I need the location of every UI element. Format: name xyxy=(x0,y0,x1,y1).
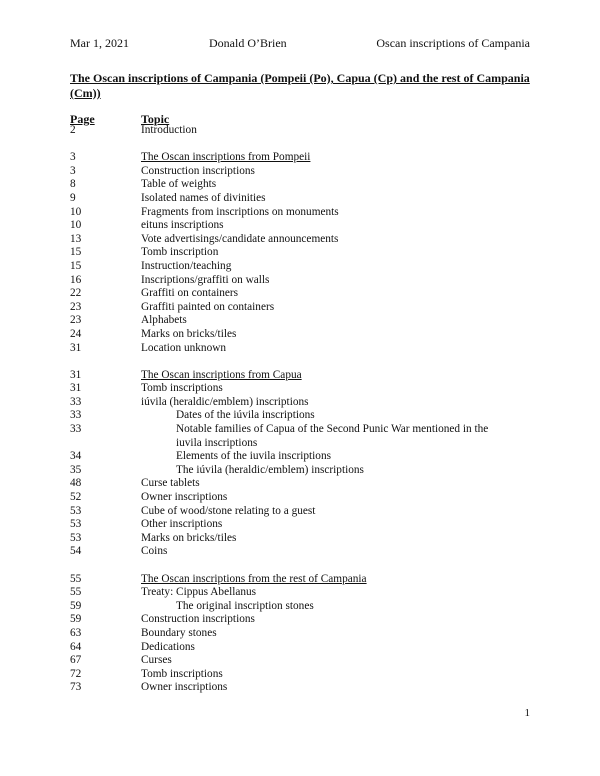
toc-page-number: 33 xyxy=(70,423,82,436)
document-title: The Oscan inscriptions of Campania (Pompeii (Po), Capua (Cp) and the rest of Campania (Cm)) xyxy=(70,71,530,100)
toc-row xyxy=(0,518,600,532)
toc-topic: Graffiti painted on containers xyxy=(141,300,275,313)
toc-page-number: 55 xyxy=(70,572,82,585)
toc-section-row xyxy=(0,573,600,587)
header-author: Donald O’Brien xyxy=(209,36,287,50)
toc-topic: Vote advertisings/candidate announcements xyxy=(141,232,339,245)
toc-topic: Fragments from inscriptions on monuments xyxy=(141,205,339,218)
toc-row xyxy=(0,233,600,247)
toc-page-number: 3 xyxy=(70,164,76,177)
toc-page-number: 23 xyxy=(70,300,82,313)
toc-page-number: 3 xyxy=(70,151,76,164)
toc-page-number: 72 xyxy=(70,667,82,680)
toc-row xyxy=(0,505,600,519)
toc-section-title: The Oscan inscriptions from Pompeii xyxy=(141,151,311,164)
toc-topic: Construction inscriptions xyxy=(141,613,255,626)
toc-row xyxy=(0,382,600,396)
toc-page-number: 22 xyxy=(70,287,82,300)
toc-page-number: 64 xyxy=(70,640,82,653)
toc-topic: The original inscription stones xyxy=(176,599,314,612)
toc-section-title: The Oscan inscriptions from Capua xyxy=(141,368,302,381)
toc-topic: Table of weights xyxy=(141,178,217,191)
page-number: 1 xyxy=(524,707,530,719)
toc-page-number: 9 xyxy=(70,191,76,204)
toc-page-number: 48 xyxy=(70,477,82,490)
toc-row xyxy=(0,328,600,342)
toc-topic: Dedications xyxy=(141,640,195,653)
toc-page-number: 31 xyxy=(70,382,82,395)
toc-row xyxy=(0,301,600,315)
toc-page-number: 24 xyxy=(70,327,82,340)
toc-topic: Other inscriptions xyxy=(141,518,223,531)
toc-page-number: 54 xyxy=(70,545,82,558)
toc-page-number: 59 xyxy=(70,599,82,612)
toc-page-number: 35 xyxy=(70,463,82,476)
toc-row xyxy=(0,532,600,546)
toc-row xyxy=(0,178,600,192)
toc-page-number: 52 xyxy=(70,491,82,504)
toc-row xyxy=(0,246,600,260)
toc-page-number: 63 xyxy=(70,626,82,639)
toc-topic: Location unknown xyxy=(141,341,227,354)
toc-page-number: 33 xyxy=(70,395,82,408)
toc-topic: Coins xyxy=(141,545,168,558)
toc-topic: Owner inscriptions xyxy=(141,491,228,504)
toc-page-number: 15 xyxy=(70,259,82,272)
toc-page-number: 2 xyxy=(70,124,76,136)
toc-topic: Marks on bricks/tiles xyxy=(141,327,237,340)
toc-page-number: 53 xyxy=(70,531,82,544)
toc-page-number: 67 xyxy=(70,654,82,667)
toc-row xyxy=(0,206,600,220)
toc-topic: Notable families of Capua of the Second Punic War mentioned in the iuvila inscriptions xyxy=(176,423,489,449)
toc-row xyxy=(0,600,600,614)
toc-row xyxy=(0,586,600,600)
toc-row xyxy=(0,396,600,410)
toc-row xyxy=(0,641,600,655)
toc-page-number: 23 xyxy=(70,314,82,327)
column-header-topic: Topic xyxy=(141,112,170,126)
toc-page-number: 16 xyxy=(70,273,82,286)
toc-row xyxy=(0,545,600,559)
toc-page-number: 73 xyxy=(70,681,82,694)
toc-row xyxy=(0,477,600,491)
toc-row xyxy=(0,124,600,138)
toc-topic: Cube of wood/stone relating to a guest xyxy=(141,504,316,517)
toc-topic: Construction inscriptions xyxy=(141,164,255,177)
toc-topic: Treaty: Cippus Abellanus xyxy=(141,586,257,599)
toc-page-number: 59 xyxy=(70,613,82,626)
toc-page-number: 33 xyxy=(70,409,82,422)
toc-row xyxy=(0,491,600,505)
toc-page-number: 31 xyxy=(70,341,82,354)
toc-topic: Curse tablets xyxy=(141,477,200,490)
toc-row xyxy=(0,274,600,288)
toc-row xyxy=(0,668,600,682)
toc-row xyxy=(0,627,600,641)
toc-topic: Marks on bricks/tiles xyxy=(141,531,237,544)
toc-row xyxy=(0,423,600,450)
toc-topic: Curses xyxy=(141,654,172,667)
toc-row xyxy=(0,165,600,179)
toc-page-number: 10 xyxy=(70,205,82,218)
toc-topic: Boundary stones xyxy=(141,626,217,639)
toc-page-number: 15 xyxy=(70,246,82,259)
toc-row xyxy=(0,450,600,464)
toc-topic: Tomb inscriptions xyxy=(141,667,223,680)
toc-section-row xyxy=(0,369,600,383)
toc-row xyxy=(0,681,600,695)
column-header-page: Page xyxy=(70,112,95,126)
toc-page-number: 10 xyxy=(70,219,82,232)
toc-page-number: 53 xyxy=(70,518,82,531)
toc-page-number: 8 xyxy=(70,178,76,191)
toc-row xyxy=(0,260,600,274)
toc-row xyxy=(0,409,600,423)
toc-topic: Alphabets xyxy=(141,314,187,327)
toc-section-row xyxy=(0,151,600,165)
toc-topic: Instruction/teaching xyxy=(141,259,232,272)
toc-topic: The iúvila (heraldic/emblem) inscriptions xyxy=(176,463,364,476)
toc-page-number: 55 xyxy=(70,586,82,599)
toc-topic: Isolated names of divinities xyxy=(141,191,266,204)
toc-row xyxy=(0,613,600,627)
toc-page-number: 31 xyxy=(70,368,82,381)
toc-row xyxy=(0,192,600,206)
toc-topic: Dates of the iúvila inscriptions xyxy=(176,409,315,422)
toc-topic: Elements of the iuvila inscriptions xyxy=(176,450,331,463)
header-doc-title: Oscan inscriptions of Campania xyxy=(376,36,530,50)
toc-topic: Inscriptions/graffiti on walls xyxy=(141,273,270,286)
toc-page-number: 53 xyxy=(70,504,82,517)
toc-topic: iúvila (heraldic/emblem) inscriptions xyxy=(141,395,309,408)
toc-topic: Graffiti on containers xyxy=(141,287,239,300)
toc-topic: Owner inscriptions xyxy=(141,681,228,694)
toc-topic: Introduction xyxy=(141,124,197,136)
toc-section-title: The Oscan inscriptions from the rest of Campania xyxy=(141,572,367,585)
toc-topic: eituns inscriptions xyxy=(141,219,224,232)
toc-page-number: 34 xyxy=(70,450,82,463)
toc-row xyxy=(0,314,600,328)
header-date: Mar 1, 2021 xyxy=(70,36,129,50)
toc-row xyxy=(0,287,600,301)
toc-row xyxy=(0,654,600,668)
toc-row xyxy=(0,219,600,233)
table-of-contents xyxy=(0,124,600,695)
toc-row xyxy=(0,342,600,356)
toc-row xyxy=(0,464,600,478)
toc-topic: Tomb inscription xyxy=(141,246,219,259)
toc-page-number: 13 xyxy=(70,232,82,245)
toc-topic: Tomb inscriptions xyxy=(141,382,223,395)
